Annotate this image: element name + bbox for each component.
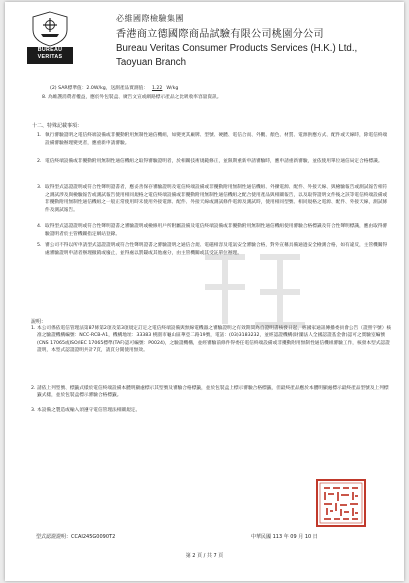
special-item-text: 電信終端設備或非擾動附用無制性通信機組之取得審驗證明者，於相關技術規範修正，並限期重新申請審驗時，應申請重新審驗，並依使用單位通信局定合格標識。	[45, 159, 383, 164]
special-item-num: 5.	[37, 243, 42, 248]
logo-band-line2: VERITAS	[37, 54, 63, 61]
issue-date: 中華民國 113 年 09 月 10 日	[251, 534, 318, 540]
bureau-veritas-logo	[27, 10, 73, 61]
item-8: 8. 為維護消費者權益，應於外包裝盒、廣告文宣或網路標示產品之比吸收率容量資訊。	[42, 95, 222, 100]
item-7-unit: W/kg	[166, 86, 179, 91]
note-num: 1.	[31, 326, 36, 331]
special-item	[37, 158, 389, 166]
company-seal-stamp	[315, 478, 367, 528]
company-name-cn: 香港商立德國際商品試驗有限公司桃園分公司	[116, 29, 324, 40]
special-item-num: 1.	[37, 133, 42, 138]
note-text: 本設備之製造或輸入須遵守電信管理法相關規定。	[37, 408, 141, 413]
note-text: 請依上列型號、標籤式樣於電信終端設備本體明顯處標示其型號及審驗合格標籤，並於包裝盒上標示審驗合格標籤，但最終產品應於本體明顯處標示最終產品型號及上列標籤式樣，並於包裝盒標示審驗合格標籤。	[37, 386, 389, 399]
special-item-num: 3.	[37, 185, 42, 190]
note-num: 2.	[31, 386, 36, 391]
special-item	[37, 184, 389, 214]
special-item-num: 4.	[37, 224, 42, 229]
special-item	[37, 223, 389, 238]
section-title: 十二、特殊記載事項：	[32, 123, 83, 129]
document-page	[5, 2, 404, 581]
bureau-veritas-crest-icon	[27, 10, 73, 47]
special-item	[37, 132, 389, 147]
note-text: 本公司係依電信管理法第87條第2項及第3項規定訂定之電信終端設備與無線電機器之審驗證明之有效期間為自證明書核發日起，經國家通訊傳播委員會公告（證照字號）核准之驗證機構編號：NCC-RCB-A1，機構地址：33383 桃園市龜山區華亞二路19號，電話：(03)3183232，並經認證機構(財團法人全國認證基金會)認可之實驗室編號(CNS 17065或ISO/IEC 17065標準(TAF)認可編號：P0024)，之驗證機構，並經審驗前條件得委任電信終端設備或非擾動附用無制性通信機組審驗工作，核發本型式認證證明，本型式認證證明共計7頁，請頁分開使用無效。	[37, 326, 392, 354]
logo-band-line1: BUREAU	[37, 47, 63, 53]
item-7-value: 1.22	[151, 86, 163, 91]
company-group-cn: 必維國際檢驗集團	[116, 14, 184, 23]
branch-name-en: Taoyuan Branch	[116, 57, 187, 68]
special-item-text: 取得型式認證證明或符合性聲明證書者，應妥善保存審驗證明及電信終端設備或非擾動附用無制性通信機組、外擴電源、配件、外接天線、與檢驗報告或測試報告相符之測試涉及與檢驗報告或測試報告使用相同規格之電信終端設備或非擾動附用無制性通信機組之配合使用產品與相關報告，以及取得證明文件後之該等電信終端設備或非擾動附用無制性通信機組之一般正常使用時未使用外接電源、配件、外接天線或測試條件電源及測試時，使用相同型號、相同規格之電源、配件、外接天線，測試條件及測試報告。	[45, 185, 388, 213]
item-7	[50, 85, 178, 92]
certificate-id: 型式認證證明：CCAI245G0090T2	[36, 534, 116, 540]
special-item	[37, 242, 389, 257]
special-item-text: 執行審驗證明之電信終端設備或非擾動附用無制性通信機組，如變更其廠牌、型號、硬體、電信合而、外觀、顏色、材質、電源供應方式、配件或天線時，除電信終端設備審驗辦理變更者，應重新申請審驗。	[45, 133, 388, 146]
note-num: 3.	[31, 408, 36, 413]
company-name-en: Bureau Veritas Consumer Products Services (H.K.) Ltd.,	[116, 43, 358, 54]
note-item	[31, 385, 392, 400]
page-number: 第 2 頁 / 共 7 頁	[185, 553, 224, 559]
special-item-num: 2.	[37, 159, 42, 164]
special-item-text: 審公司不得以所申請型式認證證明或符合性聲明證書之審驗證明之通信合規、電磁相容及電氣安全審驗合格，對外宣稱具備通過安全檢測合格，如有違反，主管機關得處審驗證明申請者辦理撤銷或廢止，並得處以罰鍰或其他處分，由主管機關或其受託單位辦理。	[45, 243, 388, 256]
notes-label: 說明：	[31, 319, 47, 325]
note-item	[31, 325, 392, 355]
item-7-text: (2) SAR標準值：2.0W/kg，送測產品實測值：	[50, 86, 148, 91]
special-item-text: 取得型式認證證明或符合性聲明證書之審驗證明或檢修用戶所附屬設備及電信終端設備或非擾動附用無制性通信機組使用審驗合格標識及符合性聲明標識，應由取得審驗證明者於主管機關指定網站登錄。	[45, 224, 388, 237]
logo-band	[27, 47, 73, 64]
note-item	[31, 407, 392, 414]
